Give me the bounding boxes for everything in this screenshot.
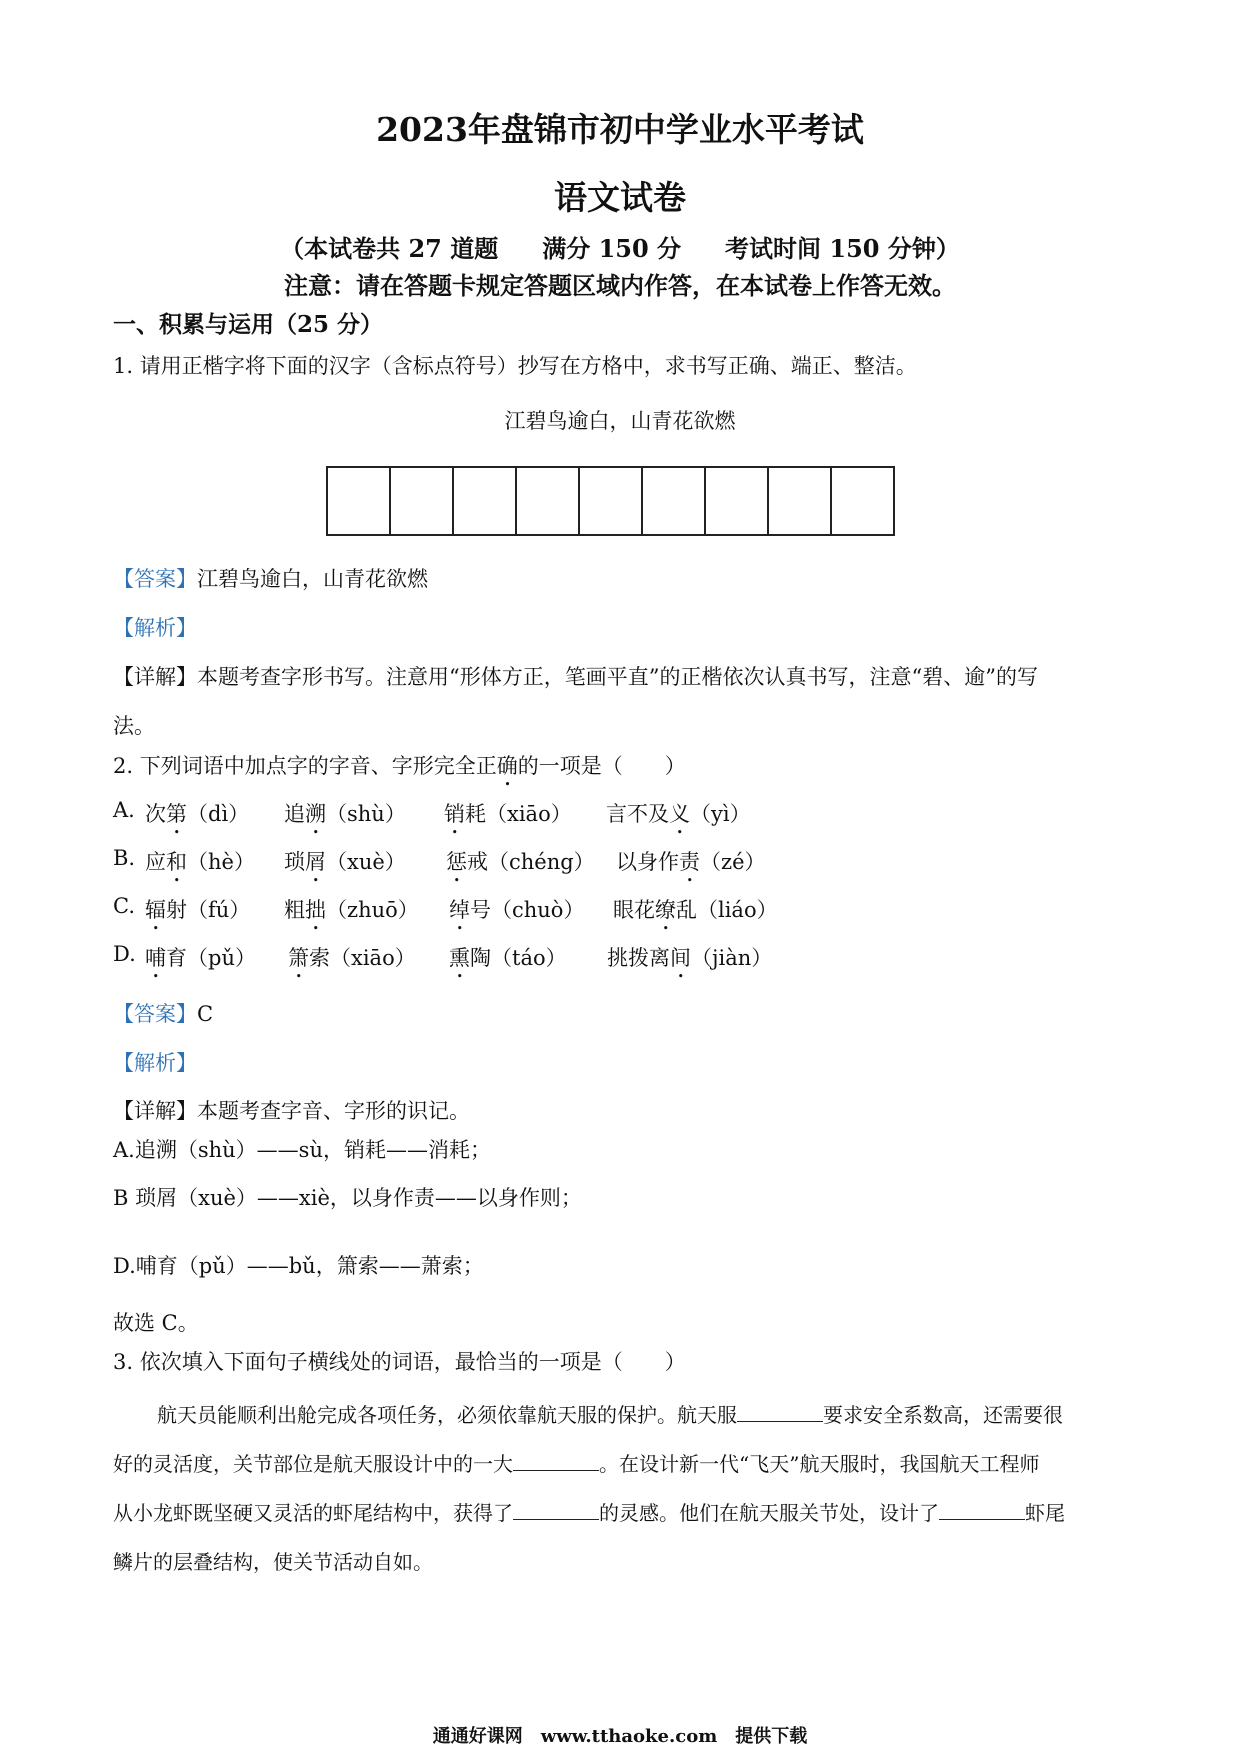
option-b xyxy=(113,846,766,874)
detail-tag: 【详解】 xyxy=(113,1099,197,1123)
option-item: 眼花缭乱（liáo） xyxy=(613,898,778,922)
option-d xyxy=(113,942,773,970)
option-item: 追溯（shù） xyxy=(284,802,406,826)
q1-answer xyxy=(113,563,428,593)
option-item: 绰号（chuò） xyxy=(449,898,585,922)
option-item: 哺育（pǔ） xyxy=(145,946,256,970)
q2-stem xyxy=(113,750,686,791)
exam-info xyxy=(0,229,1240,264)
option-item: 销耗（xiāo） xyxy=(444,802,572,826)
q2-stem-dotted: 确 xyxy=(496,754,518,778)
answer-text: 江碧鸟逾白，山青花欲燃 xyxy=(197,567,428,591)
detail-text: 本题考查字形书写。注意用“形体方正，笔画平直”的正楷依次认真书写，注意“碧、逾”的写 xyxy=(197,665,1038,689)
fill-blank xyxy=(513,1452,599,1471)
option-label: A. xyxy=(113,798,135,822)
grid-cell xyxy=(517,468,580,534)
answer-text: C xyxy=(197,1002,214,1026)
q1-stem: 1. 请用正楷字将下面的汉字（含标点符号）抄写在方格中，求书写正确、端正、整洁。 xyxy=(113,354,917,378)
detail-tag: 【详解】 xyxy=(113,665,197,689)
grid-cell xyxy=(706,468,769,534)
answer-tag: 【答案】 xyxy=(113,567,197,591)
q2-explain-b: B 琐屑（xuè）——xiè，以身作责——以身作则； xyxy=(113,1186,582,1210)
option-item: 熏陶（táo） xyxy=(449,946,567,970)
grid-cell xyxy=(580,468,643,534)
option-item: 挑拨离间（jiàn） xyxy=(607,946,773,970)
fill-blank xyxy=(939,1501,1025,1520)
option-item: 辐射（fú） xyxy=(145,898,251,922)
q2-analysis-tag: 【解析】 xyxy=(113,1051,197,1075)
total-score: 满分 150 分 xyxy=(542,234,682,263)
grid-cell xyxy=(454,468,517,534)
passage-line: 从小龙虾既坚硬又灵活的虾尾结构中，获得了 的灵感。他们在航天服关节处，设计了 虾尾 xyxy=(113,1501,1065,1525)
option-c xyxy=(113,894,778,922)
q2-detail xyxy=(113,1095,470,1125)
q3-passage xyxy=(113,1391,1123,1587)
grid-cell xyxy=(769,468,832,534)
grid-cell xyxy=(832,468,895,534)
grid-cell xyxy=(328,468,391,534)
option-item: 以身作责（zé） xyxy=(616,850,766,874)
q1-detail xyxy=(113,661,1038,691)
question-count: （本试卷共 27 道题 xyxy=(280,234,499,263)
fill-blank xyxy=(513,1501,599,1520)
q1-poem: 江碧鸟逾白，山青花欲燃 xyxy=(504,409,736,433)
option-a xyxy=(113,798,751,826)
grid-cell xyxy=(643,468,706,534)
option-label: C. xyxy=(113,894,135,918)
option-item: 箫索（xiāo） xyxy=(288,946,416,970)
exam-duration: 考试时间 150 分钟） xyxy=(725,234,960,263)
passage-line: 鳞片的层叠结构，使关节活动自如。 xyxy=(113,1550,433,1574)
passage-line: 航天员能顺利出舱完成各项任务，必须依靠航天服的保护。航天服 要求安全系数高，还需要很 xyxy=(157,1403,1063,1427)
detail-text: 本题考查字音、字形的识记。 xyxy=(197,1099,470,1123)
q1-analysis-tag: 【解析】 xyxy=(113,616,197,640)
passage-line: 好的灵活度，关节部位是航天服设计中的一大 。在设计新一代“飞天”航天服时，我国航天工程师 xyxy=(113,1452,1040,1476)
q2-explain-a: A.追溯（shù）——sù，销耗——消耗； xyxy=(113,1138,491,1162)
q2-stem-part: 2. 下列词语中加点字的字音、字形完全正 xyxy=(113,754,497,778)
q2-answer xyxy=(113,998,213,1028)
fill-blank xyxy=(737,1403,823,1422)
grid-cell xyxy=(391,468,454,534)
exam-subtitle: 语文试卷 xyxy=(554,178,686,217)
option-label: D. xyxy=(113,942,136,966)
option-item: 惩戒（chéng） xyxy=(446,850,595,874)
q2-explain-d: D.哺育（pǔ）——bǔ，箫索——萧索； xyxy=(113,1254,484,1278)
exam-title: 2023年盘锦市初中学业水平考试 xyxy=(376,110,864,149)
q2-stem-part: 的一项是（ ） xyxy=(517,754,686,778)
option-item: 言不及义（yì） xyxy=(606,802,751,826)
writing-grid xyxy=(326,466,895,536)
option-label: B. xyxy=(113,846,136,870)
page-footer: 通通好课网 www.tthaoke.com 提供下载 xyxy=(432,1726,808,1747)
exam-notice: 注意：请在答题卡规定答题区域内作答，在本试卷上作答无效。 xyxy=(284,271,956,300)
q3-stem: 3. 依次填入下面句子横线处的词语，最恰当的一项是（ ） xyxy=(113,1350,686,1374)
section-heading: 一、积累与运用（25 分） xyxy=(113,311,384,338)
answer-tag: 【答案】 xyxy=(113,1002,197,1026)
option-item: 粗拙（zhuō） xyxy=(284,898,419,922)
option-item: 琐屑（xuè） xyxy=(284,850,406,874)
option-item: 次第（dì） xyxy=(145,802,250,826)
q2-conclusion: 故选 C。 xyxy=(113,1311,199,1335)
q1-detail-cont: 法。 xyxy=(113,714,155,738)
option-item: 应和（hè） xyxy=(145,850,255,874)
